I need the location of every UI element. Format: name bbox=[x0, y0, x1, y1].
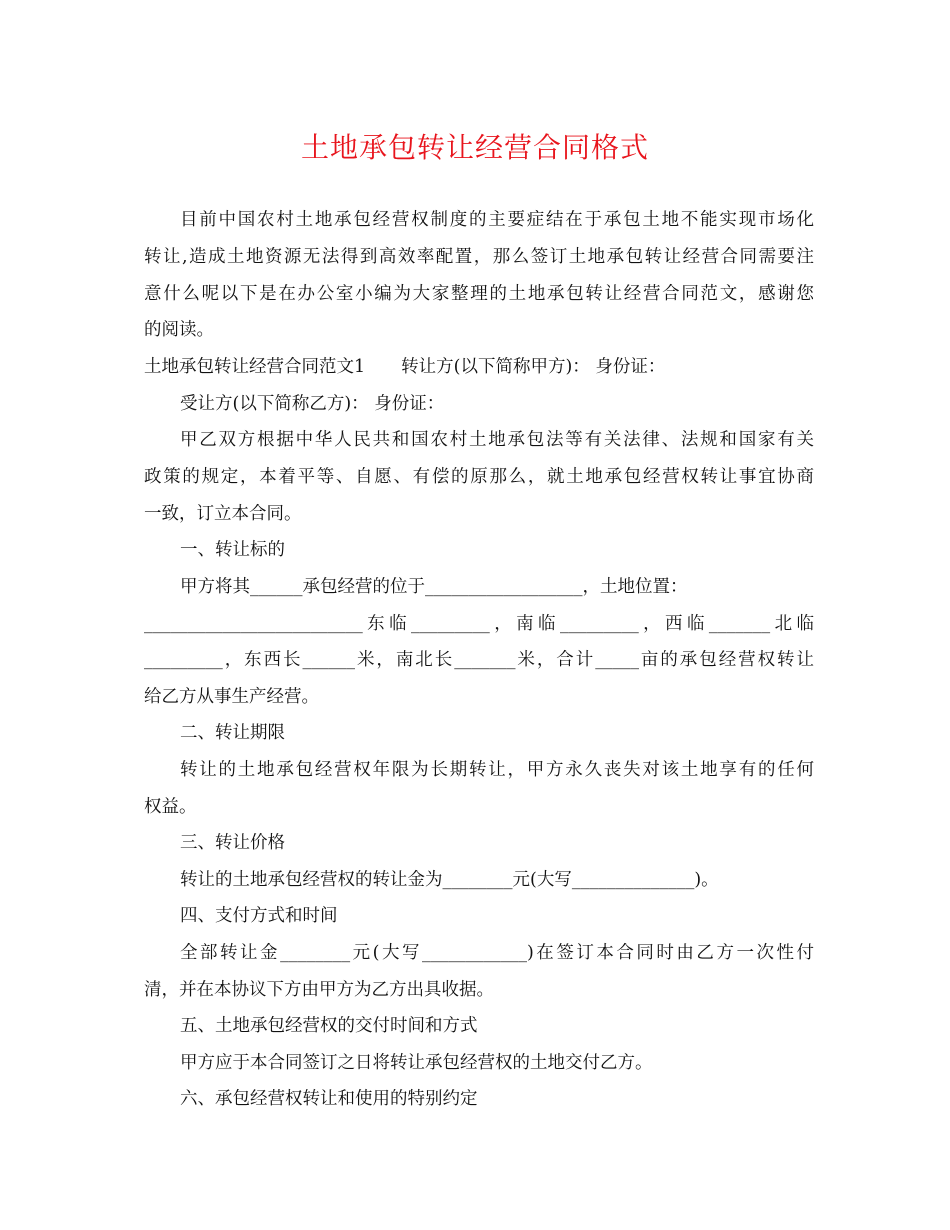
section-heading: 五、土地承包经营权的交付时间和方式 bbox=[180, 1016, 478, 1036]
section-heading: 二、转让期限 bbox=[180, 723, 285, 743]
paragraph-line: 的阅读。 bbox=[144, 320, 214, 340]
paragraph-line: 甲方应于本合同签订之日将转让承包经营权的土地交付乙方。 bbox=[180, 1053, 653, 1073]
paragraph-line: 给乙方从事生产经营。 bbox=[144, 687, 319, 707]
section-heading-line bbox=[144, 355, 814, 379]
sample-heading: 土地承包转让经营合同范文1 bbox=[144, 357, 366, 377]
transferee-line: 受让方(以下简称乙方)： 身份证： bbox=[180, 394, 445, 414]
paragraph-line: 目前中国农村土地承包经营权制度的主要症结在于承包土地不能实现市场化 bbox=[180, 210, 814, 230]
paragraph-line: 转让,造成土地资源无法得到高效率配置，那么签订土地承包转让经营合同需要注 bbox=[144, 247, 814, 267]
section-heading: 四、支付方式和时间 bbox=[180, 906, 338, 926]
paragraph-line: _________，东西长______米，南北长_______米，合计_____亩的承包经营权转让 bbox=[144, 650, 814, 670]
paragraph-line: 全部转让金________元(大写____________)在签订本合同时由乙方一次性付 bbox=[180, 943, 814, 963]
paragraph-line: 甲乙双方根据中华人民共和国农村土地承包法等有关法律、法规和国家有关 bbox=[180, 430, 814, 450]
paragraph-line: 甲方将其______承包经营的位于__________________，土地位置： bbox=[180, 577, 688, 597]
paragraph-line: _________________________东临_________，南临_________，西临_______北临 bbox=[144, 614, 814, 634]
document-title: 土地承包转让经营合同格式 bbox=[300, 131, 649, 164]
transferor-line: 转让方(以下简称甲方)： 身份证： bbox=[401, 357, 666, 377]
paragraph-line: 转让的土地承包经营权年限为长期转让，甲方永久丧失对该土地享有的任何 bbox=[180, 760, 814, 780]
section-heading: 三、转让价格 bbox=[180, 833, 285, 853]
section-heading: 六、承包经营权转让和使用的特别约定 bbox=[180, 1089, 478, 1109]
section-heading: 一、转让标的 bbox=[180, 540, 285, 560]
paragraph-line: 一致，订立本合同。 bbox=[144, 504, 302, 524]
paragraph-line: 清，并在本协议下方由甲方为乙方出具收据。 bbox=[144, 980, 494, 1000]
paragraph-line: 政策的规定，本着平等、自愿、有偿的原那么，就土地承包经营权转让事宜协商 bbox=[144, 467, 814, 487]
paragraph-line: 意什么呢以下是在办公室小编为大家整理的土地承包转让经营合同范文，感谢您 bbox=[144, 284, 814, 304]
paragraph-line: 权益。 bbox=[144, 797, 197, 817]
paragraph-line: 转让的土地承包经营权的转让金为________元(大写______________)。 bbox=[180, 870, 719, 890]
